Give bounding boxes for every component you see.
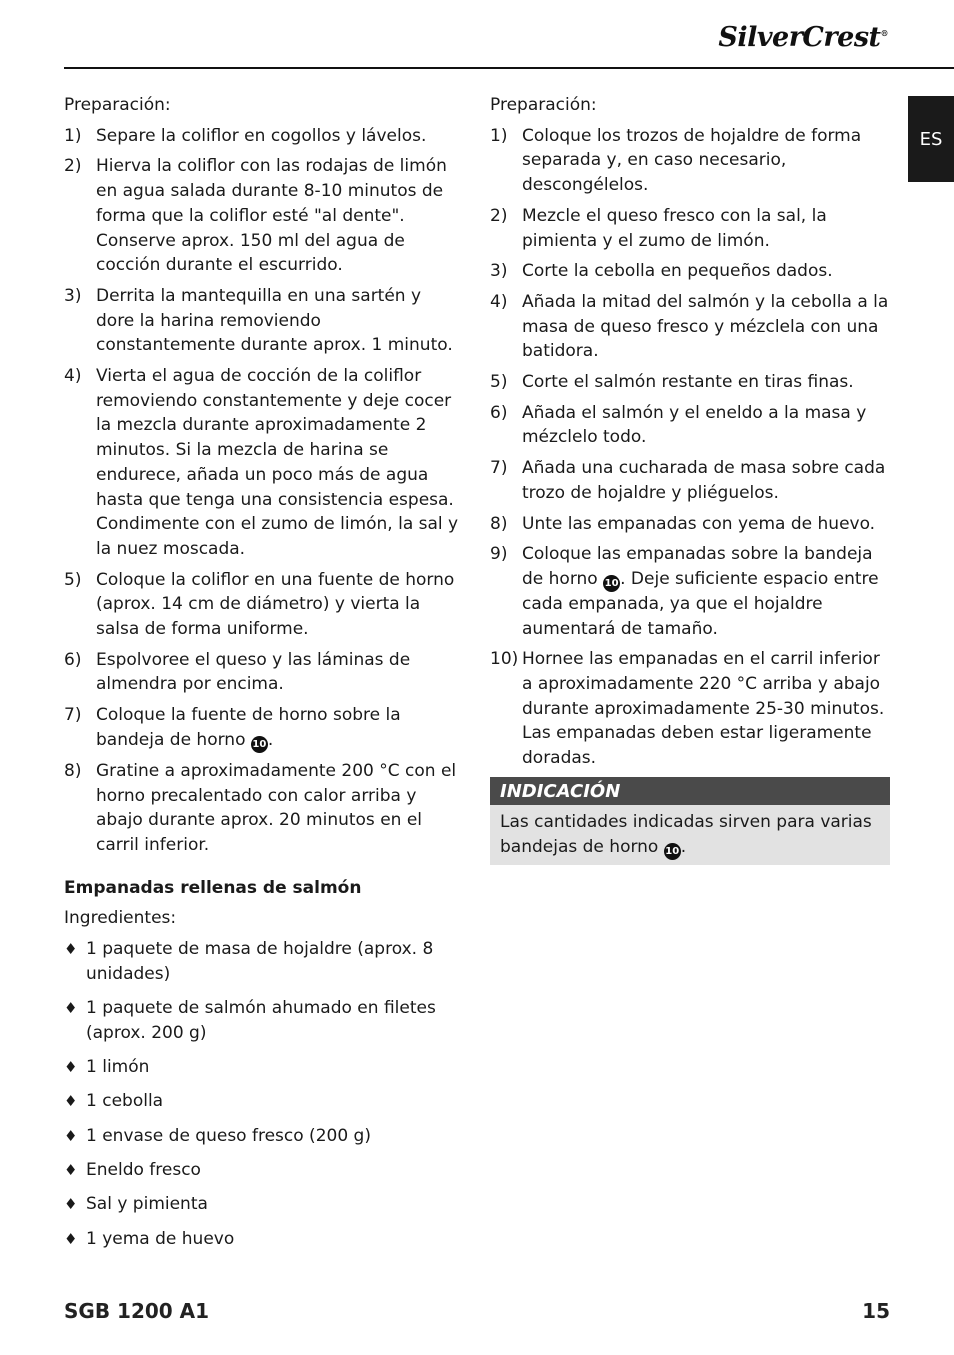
step-text-main: Vierta el agua de cocción de la coliflor removiendo constantemente y deje cocer la mezcla durante aproximadamente 2 minutos. Si la mezcla de harina se endurece, añada un poco más de agua hasta que tenga una consistencia espesa. Condimente con el zumo de limón, la sal y la nuez moscada.: [96, 366, 459, 559]
ingredient-text: Eneldo fresco: [86, 1159, 201, 1180]
step-item: [490, 370, 890, 395]
note-text-end: .: [680, 836, 687, 857]
diamond-bullet-icon: ♦: [64, 1126, 78, 1145]
recipe-title: Empanadas rellenas de salmón: [64, 877, 362, 898]
step-text: [522, 259, 890, 284]
step-text: [96, 154, 464, 278]
step-number: 5): [64, 569, 82, 590]
step-text: [522, 512, 890, 537]
step-number: 9): [490, 544, 508, 565]
step-text-main: Coloque la coliflor en una fuente de horno (aprox. 14 cm de diámetro) y vierta la salsa de forma uniforme.: [96, 569, 455, 640]
step-text: [96, 568, 464, 642]
step-text-main: Separe la coliflor en cogollos y lávelos.: [96, 125, 427, 146]
step-text: [522, 370, 890, 395]
step-text: [96, 648, 464, 697]
step-number: 3): [490, 261, 508, 282]
step-number: 4): [64, 366, 82, 387]
ingredient-text: Sal y pimienta: [86, 1194, 208, 1215]
right-steps-list: [490, 124, 890, 771]
step-item: [490, 542, 890, 641]
step-number: 4): [490, 291, 508, 312]
left-column: [64, 93, 464, 1261]
step-item: [64, 284, 464, 358]
ingredient-text: 1 paquete de masa de hojaldre (aprox. 8 unidades): [86, 939, 434, 984]
step-number: 8): [490, 513, 508, 534]
diamond-bullet-icon: ♦: [64, 1092, 78, 1111]
step-number: 10): [490, 649, 519, 670]
step-number: 3): [64, 285, 82, 306]
page-number: 15: [862, 1299, 890, 1323]
step-text: [96, 703, 464, 753]
step-text: [522, 124, 890, 198]
ingredients-list: [64, 937, 464, 1251]
step-number: 7): [490, 458, 508, 479]
ingredient-item: [64, 996, 464, 1045]
step-item: [64, 648, 464, 697]
step-text: [522, 204, 890, 253]
preparation-label: Preparación:: [64, 95, 171, 115]
diamond-bullet-icon: ♦: [64, 999, 78, 1018]
step-number: 6): [490, 402, 508, 423]
ingredient-item: [64, 1055, 464, 1080]
ingredient-item: [64, 1192, 464, 1217]
ingredient-text: 1 limón: [86, 1057, 150, 1078]
step-item: [490, 401, 890, 450]
step-item: [64, 759, 464, 858]
step-text-main: Corte el salmón restante en tiras finas.: [522, 372, 854, 393]
step-number: 8): [64, 760, 82, 781]
step-text-main: Espolvoree el queso y las láminas de almendra por encima.: [96, 649, 411, 695]
step-item: [490, 512, 890, 537]
step-number: 2): [64, 156, 82, 177]
step-text: [522, 456, 890, 505]
step-item: [64, 568, 464, 642]
step-text: [522, 542, 890, 641]
step-text-main: Coloque los trozos de hojaldre de forma separada y, en caso necesario, descongélelos.: [522, 125, 862, 196]
ingredient-item: [64, 1158, 464, 1183]
step-text-main: Derrita la mantequilla en una sartén y dore la harina removiendo constantemente durante aprox. 1 minuto.: [96, 285, 453, 356]
ingredient-item: [64, 1227, 464, 1252]
step-item: [490, 456, 890, 505]
ingredient-text: 1 yema de huevo: [86, 1228, 235, 1249]
ingredients-label: Ingredientes:: [64, 908, 177, 929]
step-item: [64, 124, 464, 149]
step-number: 1): [490, 125, 508, 146]
step-text-main: Unte las empanadas con yema de huevo.: [522, 513, 876, 534]
step-number: 1): [64, 125, 82, 146]
step-number: 6): [64, 649, 82, 670]
header-rule: [64, 67, 954, 69]
step-text: [96, 364, 464, 562]
step-item: [64, 154, 464, 278]
left-steps-list: [64, 124, 464, 858]
step-text: [96, 284, 464, 358]
step-text-main: Añada la mitad del salmón y la cebolla a la masa de queso fresco y mézclela con una batidora.: [522, 291, 889, 362]
step-text-main: Mezcle el queso fresco con la sal, la pimienta y el zumo de limón.: [522, 205, 827, 251]
step-text-main: Corte la cebolla en pequeños dados.: [522, 261, 833, 282]
note-text-main: Las cantidades indicadas sirven para varias bandejas de horno: [500, 811, 872, 857]
step-item: [490, 259, 890, 284]
note-text: [490, 805, 890, 865]
model-number: SGB 1200 A1: [64, 1299, 210, 1323]
ingredient-item: [64, 1089, 464, 1114]
step-item: [64, 703, 464, 753]
baking-tray-ref-icon: 10: [603, 575, 620, 592]
step-item: [490, 204, 890, 253]
baking-tray-ref-icon: 10: [664, 843, 681, 860]
diamond-bullet-icon: ♦: [64, 1160, 78, 1179]
step-number: 5): [490, 372, 508, 393]
right-column: [490, 93, 890, 865]
step-text: [96, 124, 464, 149]
step-item: [490, 124, 890, 198]
preparation-label: Preparación:: [490, 95, 597, 115]
step-text-end: . Deje suficiente espacio entre cada empanada, ya que el hojaldre aumentará de tamaño.: [522, 568, 879, 639]
step-text-main: Añada una cucharada de masa sobre cada trozo de hojaldre y pliéguelos.: [522, 458, 886, 503]
step-text-end: .: [267, 729, 274, 750]
step-number: 7): [64, 705, 82, 726]
ingredient-text: 1 cebolla: [86, 1091, 164, 1112]
note-title: INDICACIÓN: [490, 777, 890, 805]
language-tab: ES: [908, 96, 954, 182]
diamond-bullet-icon: ♦: [64, 940, 78, 959]
ingredient-item: [64, 1124, 464, 1149]
diamond-bullet-icon: ♦: [64, 1058, 78, 1077]
step-number: 2): [490, 205, 508, 226]
brand-logo: SilverCrest®: [718, 22, 888, 53]
step-text-main: Gratine a aproximadamente 200 °C con el horno precalentado con calor arriba y abajo durante aprox. 20 minutos en el carril inferior.: [96, 760, 457, 855]
step-text-main: Añada el salmón y el eneldo a la masa y mézclelo todo.: [522, 402, 867, 448]
step-text: [522, 647, 890, 771]
step-item: [64, 364, 464, 562]
step-text-main: Hierva la coliflor con las rodajas de limón en agua salada durante 8-10 minutos de forma que la coliflor esté "al dente". Conserve aprox. 150 ml del agua de cocción durante el escurrido.: [96, 156, 447, 276]
diamond-bullet-icon: ♦: [64, 1195, 78, 1214]
ingredient-text: 1 envase de queso fresco (200 g): [86, 1125, 371, 1146]
step-text-main: Coloque la fuente de horno sobre la bandeja de horno: [96, 705, 401, 750]
step-text: [522, 290, 890, 364]
step-item: [490, 290, 890, 364]
note-box: [490, 777, 890, 865]
step-item: [490, 647, 890, 771]
step-text-main: Coloque las empanadas sobre la bandeja de horno: [522, 544, 873, 589]
ingredient-text: 1 paquete de salmón ahumado en filetes (aprox. 200 g): [86, 998, 436, 1043]
step-text-main: Hornee las empanadas en el carril inferior a aproximadamente 220 °C arriba y abajo durante aproximadamente 25-30 minutos. Las empanadas deben estar ligeramente doradas.: [522, 649, 885, 769]
ingredient-item: [64, 937, 464, 986]
diamond-bullet-icon: ♦: [64, 1229, 78, 1248]
step-text: [522, 401, 890, 450]
step-text: [96, 759, 464, 858]
baking-tray-ref-icon: 10: [251, 736, 268, 753]
